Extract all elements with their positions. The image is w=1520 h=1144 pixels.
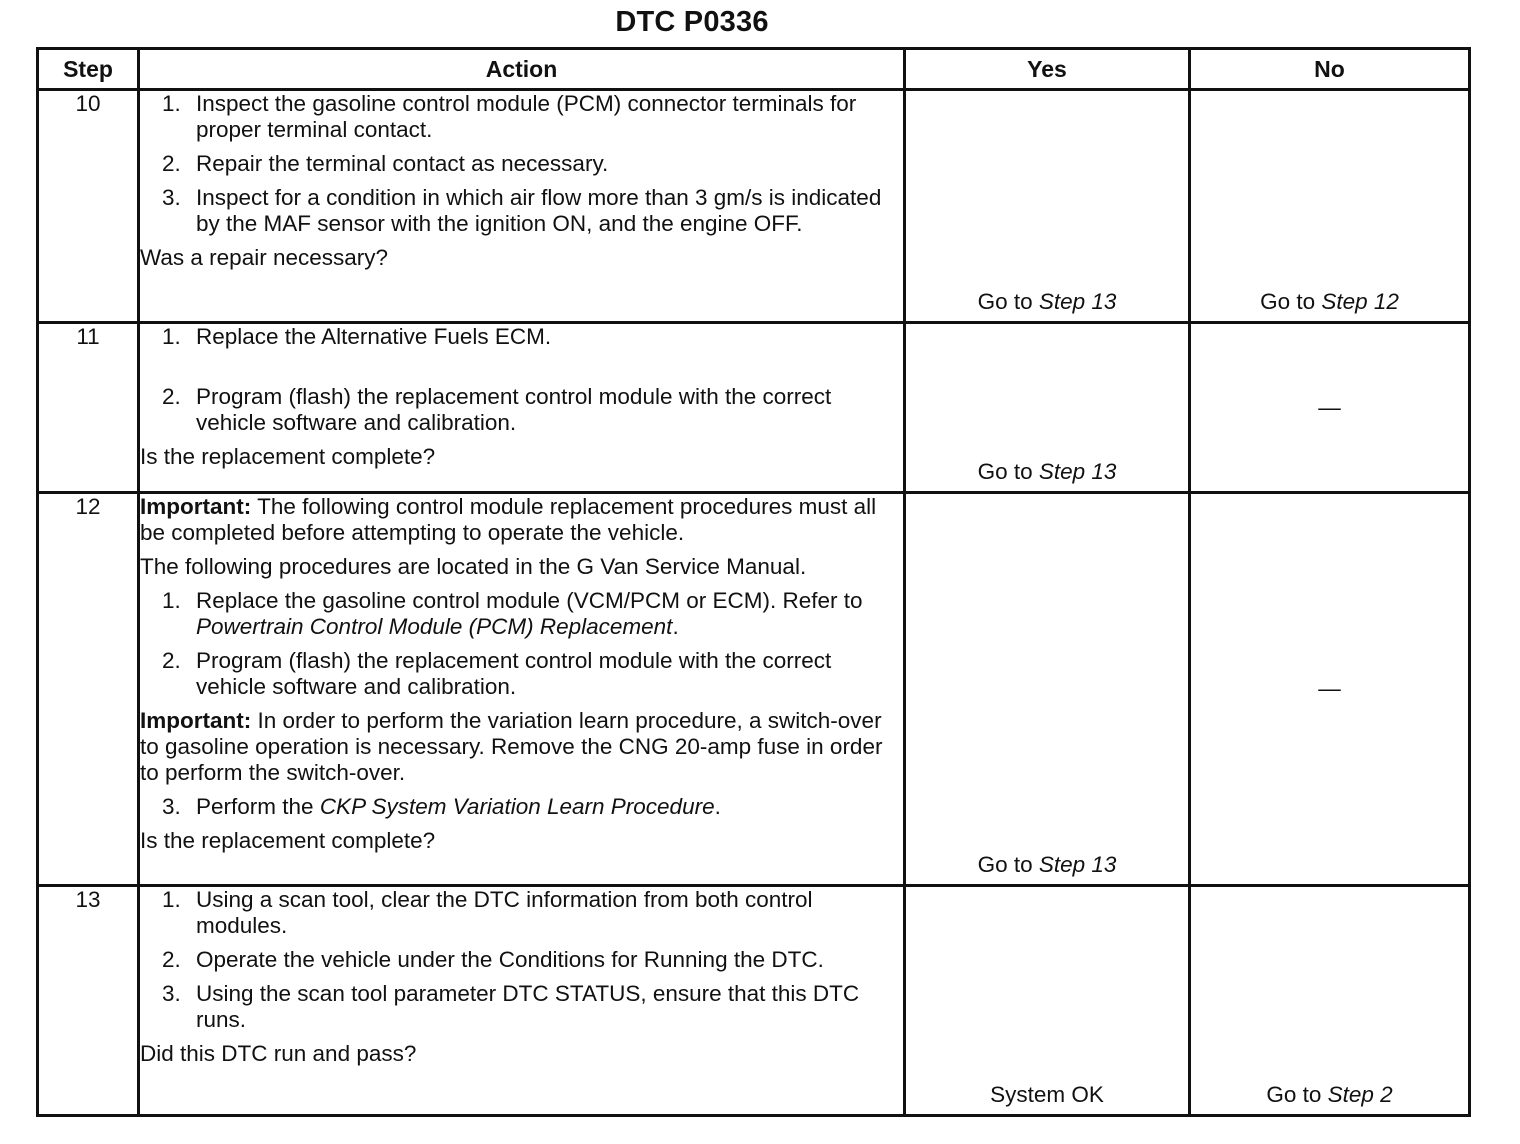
yes-cell bbox=[905, 493, 1190, 886]
list-item bbox=[140, 947, 903, 973]
item-number: 3. bbox=[162, 185, 181, 210]
yes-cell bbox=[905, 886, 1190, 1116]
list-item bbox=[140, 151, 903, 177]
list-item bbox=[140, 648, 903, 700]
list-item bbox=[140, 91, 903, 143]
list-item bbox=[140, 981, 903, 1033]
no-result bbox=[1191, 289, 1468, 315]
item-text: Replace the Alternative Fuels ECM. bbox=[196, 324, 552, 349]
item-number: 2. bbox=[162, 384, 181, 409]
procedure-reference: CKP System Variation Learn Procedure bbox=[319, 794, 715, 819]
list-item bbox=[140, 887, 903, 939]
yes-result bbox=[906, 852, 1188, 878]
action-list bbox=[140, 794, 903, 820]
no-cell bbox=[1190, 90, 1470, 323]
item-text: Perform the bbox=[196, 794, 314, 819]
no-result-dash: — bbox=[1318, 394, 1341, 420]
action-cell bbox=[139, 323, 905, 493]
important-note bbox=[140, 708, 903, 786]
header-step: Step bbox=[38, 49, 139, 90]
item-text: Inspect for a condition in which air flow more than 3 gm/s is indicated by the MAF sensor with the ignition ON, and the engine OFF. bbox=[196, 185, 882, 236]
diagnostic-table bbox=[36, 47, 1471, 1117]
item-text: Operate the vehicle under the Conditions for Running the DTC. bbox=[196, 947, 824, 972]
table-row-step-13 bbox=[38, 886, 1470, 1116]
goto-step-link: Step 13 bbox=[1038, 852, 1117, 877]
action-cell bbox=[139, 886, 905, 1116]
manual-note: The following procedures are located in the G Van Service Manual. bbox=[140, 554, 807, 579]
action-question: Is the replacement complete? bbox=[140, 828, 436, 853]
list-item bbox=[140, 588, 903, 640]
item-text: Replace the gasoline control module (VCM/PCM or ECM). Refer to bbox=[196, 588, 863, 613]
item-number: 2. bbox=[162, 151, 181, 176]
goto-step-link: Step 13 bbox=[1038, 459, 1117, 484]
item-text: Using the scan tool parameter DTC STATUS, ensure that this DTC runs. bbox=[196, 981, 860, 1032]
action-list bbox=[140, 91, 903, 237]
action-cell bbox=[139, 90, 905, 323]
action-list bbox=[140, 324, 903, 436]
header-no: No bbox=[1190, 49, 1470, 90]
important-label: Important: bbox=[140, 708, 252, 733]
goto-prefix: Go to bbox=[1266, 1082, 1322, 1107]
item-number: 2. bbox=[162, 947, 181, 972]
no-cell bbox=[1190, 886, 1470, 1116]
action-question: Was a repair necessary? bbox=[140, 245, 389, 270]
step-number: 10 bbox=[38, 90, 139, 323]
no-result-dash: — bbox=[1318, 676, 1341, 701]
item-number: 2. bbox=[162, 648, 181, 673]
action-question: Did this DTC run and pass? bbox=[140, 1041, 417, 1066]
important-text: In order to perform the variation learn procedure, a switch-over to gasoline operation is necessary. Remove the CNG 20-amp fuse in order to perform the switch-over. bbox=[140, 708, 883, 785]
item-number: 1. bbox=[162, 588, 181, 613]
procedure-reference: Powertrain Control Module (PCM) Replacement bbox=[196, 614, 673, 639]
item-text: Inspect the gasoline control module (PCM) connector terminals for proper terminal contact. bbox=[196, 91, 857, 142]
item-number: 3. bbox=[162, 794, 181, 819]
goto-prefix: Go to bbox=[977, 289, 1033, 314]
item-text-end: . bbox=[672, 614, 679, 639]
header-action: Action bbox=[139, 49, 905, 90]
action-list bbox=[140, 588, 903, 700]
action-cell bbox=[139, 493, 905, 886]
important-note bbox=[140, 494, 903, 546]
item-text: Repair the terminal contact as necessary. bbox=[196, 151, 609, 176]
no-result bbox=[1191, 1082, 1468, 1108]
goto-prefix: Go to bbox=[1260, 289, 1316, 314]
item-number: 1. bbox=[162, 324, 181, 349]
item-number: 1. bbox=[162, 91, 181, 116]
list-item bbox=[140, 324, 903, 350]
step-number: 13 bbox=[38, 886, 139, 1116]
item-text: Using a scan tool, clear the DTC information from both control modules. bbox=[196, 887, 813, 938]
goto-prefix: Go to bbox=[977, 852, 1033, 877]
table-row-step-10 bbox=[38, 90, 1470, 323]
no-cell bbox=[1190, 323, 1470, 493]
goto-step-link: Step 12 bbox=[1321, 289, 1399, 314]
goto-prefix: Go to bbox=[977, 459, 1033, 484]
item-text: Program (flash) the replacement control module with the correct vehicle software and calibration. bbox=[196, 648, 832, 699]
yes-result bbox=[906, 289, 1188, 315]
item-number: 1. bbox=[162, 887, 181, 912]
yes-cell bbox=[905, 90, 1190, 323]
page-title: DTC P0336 bbox=[615, 6, 769, 38]
table-row-step-12 bbox=[38, 493, 1470, 886]
header-row bbox=[38, 49, 1470, 90]
important-text: The following control module replacement procedures must all be completed before attempting to operate the vehicle. bbox=[140, 494, 877, 545]
step-number: 11 bbox=[38, 323, 139, 493]
list-item bbox=[140, 185, 903, 237]
list-item bbox=[140, 794, 903, 820]
item-text: Program (flash) the replacement control module with the correct vehicle software and calibration. bbox=[196, 384, 832, 435]
no-cell bbox=[1190, 493, 1470, 886]
goto-step-link: Step 2 bbox=[1327, 1082, 1393, 1107]
action-question: Is the replacement complete? bbox=[140, 444, 436, 469]
item-text-end: . bbox=[714, 794, 721, 819]
important-label: Important: bbox=[140, 494, 252, 519]
action-list bbox=[140, 887, 903, 1033]
step-number: 12 bbox=[38, 493, 139, 886]
list-item bbox=[140, 384, 903, 436]
yes-result bbox=[906, 459, 1188, 485]
table-row-step-11 bbox=[38, 323, 1470, 493]
goto-step-link: Step 13 bbox=[1038, 289, 1117, 314]
yes-result: System OK bbox=[990, 1082, 1104, 1107]
item-number: 3. bbox=[162, 981, 181, 1006]
header-yes: Yes bbox=[905, 49, 1190, 90]
yes-cell bbox=[905, 323, 1190, 493]
